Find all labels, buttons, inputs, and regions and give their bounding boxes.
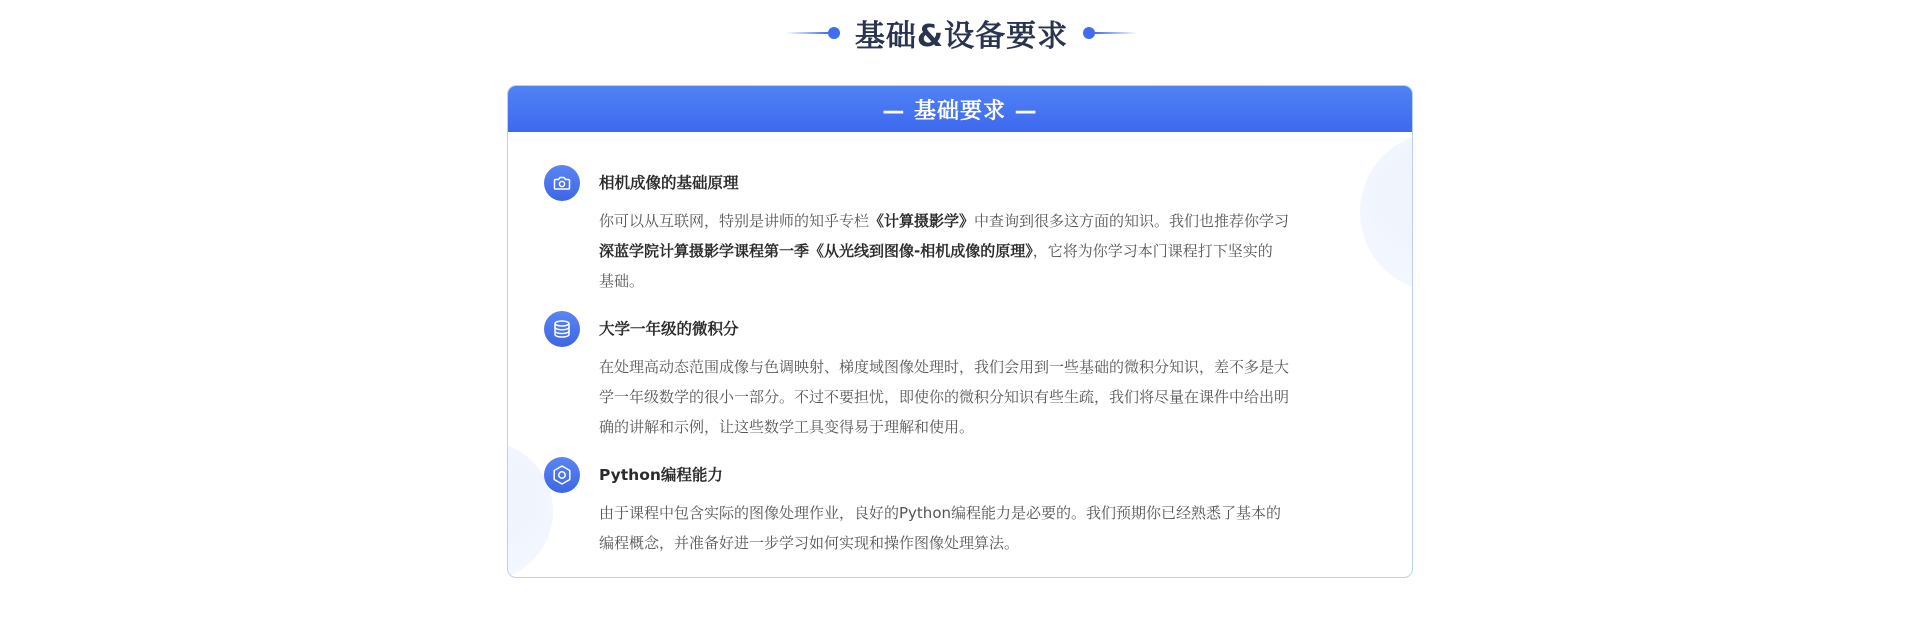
card-title: — 基础要求 — (882, 98, 1038, 124)
decoration-line (1095, 32, 1137, 34)
item-title: 相机成像的基础原理 (599, 174, 739, 192)
title-decoration-left (786, 27, 840, 39)
item-description: 你可以从互联网，特别是讲师的知乎专栏《计算摄影学》中查询到很多这方面的知识。我们也推荐你学习 深蓝学院计算摄影学课程第一季《从光线到图像-相机成像的原理》，它将为你学习本门课程打下坚实的 基础。 (599, 212, 1290, 290)
requirements-card (507, 85, 1413, 578)
course-name-text: 深蓝学院计算摄影学课程第一季《从光线到图像-相机成像的原理》 (599, 242, 1033, 260)
hexagon-icon (544, 457, 580, 493)
item-title: 大学一年级的微积分 (599, 320, 739, 338)
item-description: 在处理高动态范围成像与色调映射、梯度域图像处理时，我们会用到一些基础的微积分知识，差不多是大 学一年级数学的很小一部分。不过不要担忧，即使你的微积分知识有些生疏，我们将尽量在课件中给出明 确的讲解和示例，让这些数学工具变得易于理解和使用。 (599, 358, 1290, 436)
section-title: 基础&设备要求 (854, 19, 1069, 54)
item-description: 由于课程中包含实际的图像处理作业，良好的Python编程能力是必要的。我们预期你已经熟悉了基本的 编程概念，并准备好进一步学习如何实现和操作图像处理算法。 (599, 504, 1281, 552)
section-header (0, 0, 1923, 66)
decoration-dot (828, 27, 840, 39)
title-decoration-right (1083, 27, 1137, 39)
background-circle (1360, 132, 1413, 292)
camera-icon (544, 165, 580, 201)
database-icon (544, 311, 580, 347)
item-title: Python编程能力 (599, 466, 723, 484)
column-link-text: 《计算摄影学》 (869, 212, 975, 230)
background-circle (507, 441, 553, 578)
decoration-dot (1083, 27, 1095, 39)
decoration-line (786, 32, 828, 34)
card-header (508, 86, 1412, 132)
